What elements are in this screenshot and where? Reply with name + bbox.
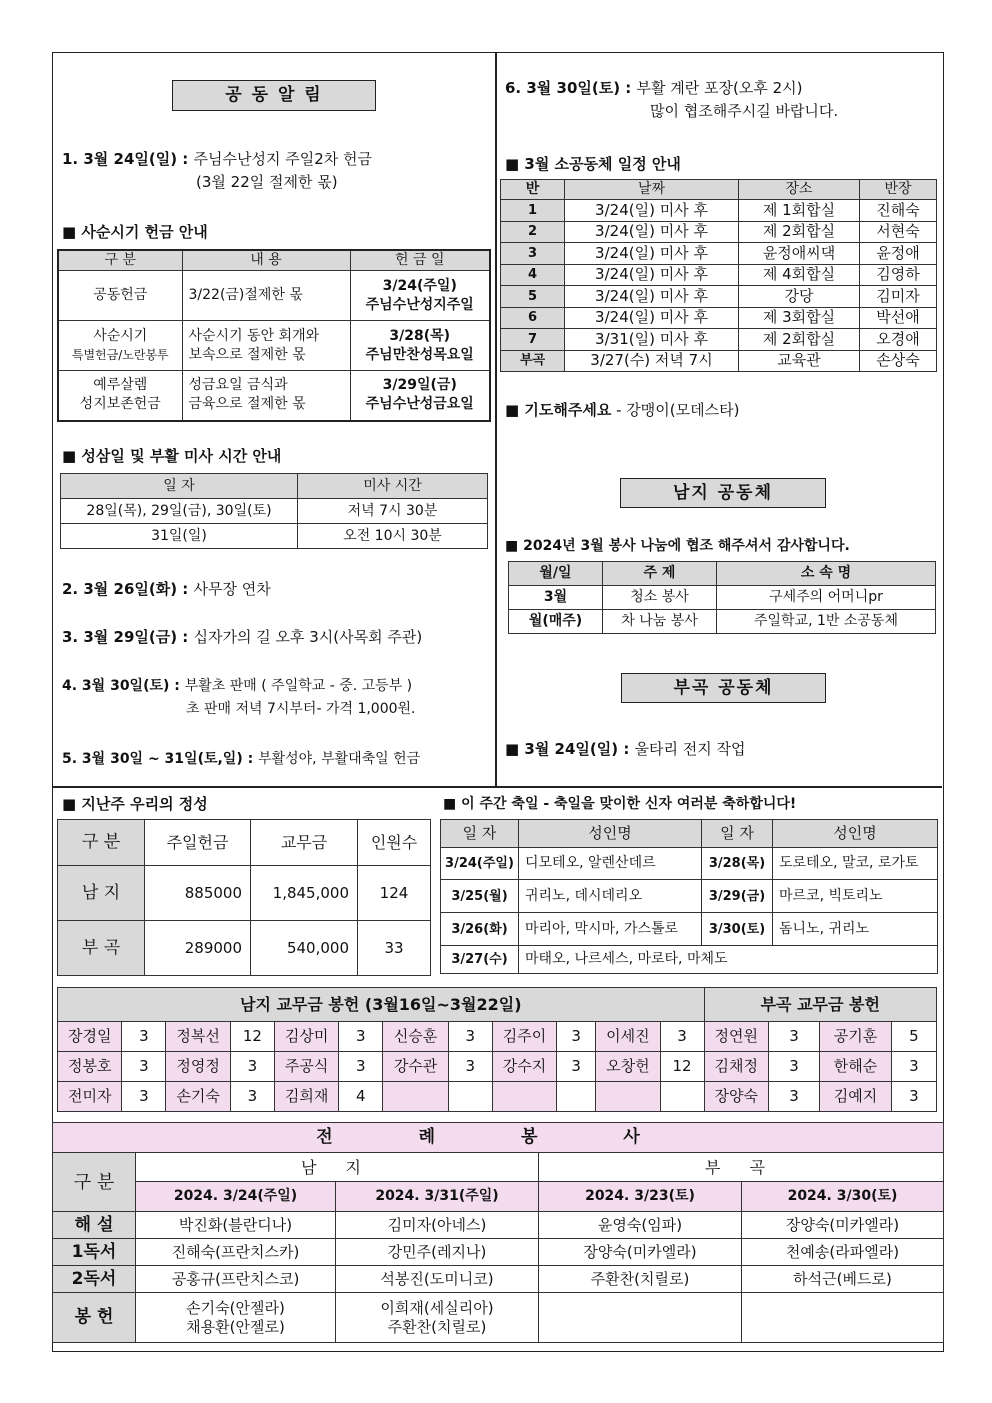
sc-cell-place: 강당 [739, 286, 860, 308]
namji-dues-name [383, 1082, 448, 1112]
namji-dues-amount: 12 [660, 1052, 704, 1082]
bugok-dues-title: 부곡 교무금 봉헌 [704, 988, 936, 1022]
feast-row1-date1: 3/24(주일) [441, 848, 519, 880]
cell-text: 주님수난성지주일 [365, 296, 474, 313]
notice-item-2 [62, 578, 271, 600]
sc-cell-date: 3/24(일) 미사 후 [565, 243, 739, 265]
cell-text: 금육으로 절제한 몫 [188, 396, 306, 413]
sc-cell-date: 3/24(일) 미사 후 [565, 221, 739, 243]
namji-dues-amount: 3 [448, 1052, 492, 1082]
namji-dues-name: 전미자 [58, 1082, 122, 1112]
offering-row1-sunday: 885000 [145, 866, 251, 921]
table-row [501, 350, 937, 372]
nv-header-date: 월/일 [509, 562, 603, 586]
namji-dues-amount [557, 1082, 596, 1112]
liturgy-assignee [742, 1293, 944, 1343]
nv-row1-date: 3월 [509, 586, 603, 610]
prayer-text: - 강맹이(모데스타) [611, 401, 740, 419]
bugok-item-text: 울타리 전지 작업 [634, 740, 746, 758]
feast-title: ■ 이 주간 축일 - 축일을 맞이한 신자 여러분 축하합니다! [443, 796, 797, 812]
offering-row1-count: 124 [358, 866, 431, 921]
namji-dues-amount: 3 [339, 1052, 383, 1082]
sc-cell-date: 3/31(일) 미사 후 [565, 329, 739, 351]
notices-title: 공 동 알 림 [172, 80, 376, 111]
section-divider-upper [52, 786, 942, 788]
table-row [58, 921, 431, 976]
lent-header-date: 헌 금 일 [350, 250, 490, 271]
namji-dues-amount: 3 [557, 1052, 596, 1082]
namji-dues-name: 강수관 [383, 1052, 448, 1082]
sc-cell-leader: 오경애 [860, 329, 937, 351]
namji-dues-name: 오창헌 [596, 1052, 660, 1082]
table-row [58, 321, 490, 371]
namji-dues-name: 김상미 [274, 1022, 338, 1052]
table-row [61, 524, 488, 549]
sc-cell-ban: 5 [501, 286, 565, 308]
offering-row1-dues: 1,845,000 [251, 866, 358, 921]
cell-text: 사순시기 동안 회개와 [188, 327, 320, 344]
bugok-dues-name: 장양숙 [704, 1082, 768, 1112]
sc-cell-place: 제 2회합실 [739, 329, 860, 351]
liturgy-date-2: 2024. 3/31(주일) [336, 1182, 539, 1212]
bugok-dues-amount: 3 [769, 1022, 820, 1052]
lent-row3-content [182, 371, 350, 421]
cell-text: 성금요일 금식과 [188, 377, 288, 394]
namji-dues-name: 장경일 [58, 1022, 122, 1052]
namji-dues-name: 신승훈 [383, 1022, 448, 1052]
table-row [58, 1052, 937, 1082]
table-row [58, 866, 431, 921]
namji-dues-amount: 3 [230, 1052, 274, 1082]
bugok-dues-name: 한해순 [820, 1052, 892, 1082]
offering-row2-sunday: 289000 [145, 921, 251, 976]
namji-dues-name: 김희재 [274, 1082, 338, 1112]
lent-row1-content [182, 271, 350, 321]
cell-text: 성지보존헌금 [79, 396, 161, 413]
liturgy-assignee: 천예송(라파엘라) [742, 1239, 944, 1266]
feast-header-saint2: 성인명 [773, 820, 938, 848]
lent-row2-gubun [58, 321, 182, 371]
offering-row2-label: 부 곡 [58, 921, 145, 976]
cell-text: 특별헌금/노란봉투 [71, 347, 169, 362]
lent-row1-date [350, 271, 490, 321]
sc-cell-place: 교육관 [739, 350, 860, 372]
notice-item-2-text: 사무장 연차 [193, 580, 271, 598]
cell-text: 보속으로 절제한 몫 [188, 346, 306, 363]
feast-header-date1: 일 자 [441, 820, 519, 848]
liturgy-assignee: 이희재(세실리아) 주환찬(치릴로) [336, 1293, 539, 1343]
nv-header-group: 소 속 명 [717, 562, 936, 586]
feast-row2-date1: 3/25(월) [441, 880, 519, 913]
offering-title: ■ 지난주 우리의 정성 [62, 795, 208, 813]
liturgy-assignee: 강민주(레지나) [336, 1239, 539, 1266]
notice-item-4 [62, 675, 412, 697]
notice-item-6-date: 6. 3월 30일(토) : [505, 79, 637, 97]
cell-text: 3/28(목) [389, 327, 451, 344]
bugok-dues-amount: 3 [891, 1082, 936, 1112]
lent-header-gubun: 구 분 [58, 250, 182, 271]
namji-volunteer-table [508, 561, 936, 634]
small-community-title: ■ 3월 소공동체 일정 안내 [505, 155, 681, 173]
sc-cell-ban: 3 [501, 243, 565, 265]
sc-cell-date: 3/27(수) 저녁 7시 [565, 350, 739, 372]
table-row [501, 264, 937, 286]
table-row [53, 1266, 944, 1293]
offering-header-dues: 교무금 [251, 820, 358, 866]
namji-dues-amount: 3 [122, 1052, 166, 1082]
mass-row1-time: 저녁 7시 30분 [298, 499, 488, 524]
sc-cell-leader: 손상숙 [860, 350, 937, 372]
liturgy-date-3: 2024. 3/23(토) [539, 1182, 742, 1212]
mass-row2-time: 오전 10시 30분 [298, 524, 488, 549]
feast-table [440, 819, 938, 974]
sc-cell-date: 3/24(일) 미사 후 [565, 264, 739, 286]
feast-row1-saint2: 도로테오, 말코, 로가토 [773, 848, 938, 880]
lent-row1-gubun [58, 271, 182, 321]
bugok-item [505, 738, 746, 760]
sc-cell-leader: 김영하 [860, 264, 937, 286]
sc-cell-leader: 김미자 [860, 286, 937, 308]
table-row [61, 499, 488, 524]
lent-row2-content [182, 321, 350, 371]
sc-cell-date: 3/24(일) 미사 후 [565, 307, 739, 329]
cell-text: 주님만찬성목요일 [365, 346, 474, 363]
table-row [58, 1082, 937, 1112]
sc-cell-place: 제 4회합실 [739, 264, 860, 286]
offering-header-count: 인원수 [358, 820, 431, 866]
namji-dues-name: 정복선 [166, 1022, 230, 1052]
cell-text: 3/22(금)절제한 몫 [188, 287, 303, 303]
lent-row3-gubun [58, 371, 182, 421]
lent-header-content: 내 용 [182, 250, 350, 271]
feast-row1-saint1: 디모테오, 알렌산데르 [519, 848, 702, 880]
sc-cell-ban: 7 [501, 329, 565, 351]
offering-row2-dues: 540,000 [251, 921, 358, 976]
liturgy-assignee: 공홍규(프란치스코) [136, 1266, 336, 1293]
cell-text: 3/29일(금) [382, 377, 457, 394]
liturgy-assignee: 주환찬(치릴로) [539, 1266, 742, 1293]
namji-dues-amount: 3 [122, 1082, 166, 1112]
notice-item-5 [62, 748, 420, 770]
table-row [58, 1022, 937, 1052]
namji-dues-name: 이세진 [596, 1022, 660, 1052]
namji-dues-amount: 3 [230, 1082, 274, 1112]
namji-dues-amount [660, 1082, 704, 1112]
bugok-title: 부곡 공동체 [621, 673, 826, 703]
sc-header-leader: 반장 [860, 180, 937, 200]
lent-offering-table [57, 249, 491, 422]
liturgy-role-label: 해 설 [53, 1212, 136, 1239]
notice-item-5-text: 부활성야, 부활대축일 헌금 [258, 751, 421, 767]
notice-item-3-text: 십자가의 길 오후 3시(사목회 주관) [193, 628, 423, 646]
namji-dues-amount: 3 [122, 1022, 166, 1052]
sc-cell-ban: 4 [501, 264, 565, 286]
namji-dues-amount: 3 [660, 1022, 704, 1052]
feast-row4-saint1: 마태오, 나르세스, 마로타, 마체도 [519, 946, 938, 974]
liturgy-assignee: 장양숙(미카엘라) [539, 1239, 742, 1266]
namji-dues-amount: 3 [557, 1022, 596, 1052]
notice-item-4-text: 부활초 판매 ( 주일학교 - 중. 고등부 ) [184, 678, 413, 694]
small-community-table [500, 179, 937, 372]
bugok-dues-amount: 3 [769, 1082, 820, 1112]
liturgy-assignee: 손기숙(안젤라) 채용환(안젤로) [136, 1293, 336, 1343]
namji-dues-name: 주공식 [274, 1052, 338, 1082]
namji-title: 남지 공동체 [620, 478, 826, 508]
liturgy-assignee [539, 1293, 742, 1343]
table-row [441, 913, 938, 946]
feast-row2-date2: 3/29(금) [702, 880, 773, 913]
notice-item-4-sub: 초 판매 저녁 7시부터- 가격 1,000원. [186, 701, 416, 717]
feast-row3-saint2: 돔니노, 귀리노 [773, 913, 938, 946]
notice-item-1-sub: (3월 22일 절제한 몫) [196, 173, 338, 191]
feast-header-date2: 일 자 [702, 820, 773, 848]
table-row [53, 1212, 944, 1239]
column-divider [495, 52, 497, 786]
liturgy-role-label: 2독서 [53, 1266, 136, 1293]
sc-cell-date: 3/24(일) 미사 후 [565, 200, 739, 222]
mass-header-time: 미사 시간 [298, 474, 488, 499]
offering-header-sunday: 주일헌금 [145, 820, 251, 866]
namji-dues-name: 정영정 [166, 1052, 230, 1082]
nv-row2-group: 주일학교, 1반 소공동체 [717, 610, 936, 634]
feast-row4-date1: 3/27(수) [441, 946, 519, 974]
table-row [58, 371, 490, 421]
table-row [501, 286, 937, 308]
liturgy-assignee: 윤영숙(임파) [539, 1212, 742, 1239]
offering-table [57, 819, 431, 976]
liturgy-date-1: 2024. 3/24(주일) [136, 1182, 336, 1212]
namji-dues-name: 김주이 [492, 1022, 556, 1052]
sc-cell-leader: 진해숙 [860, 200, 937, 222]
table-row [441, 946, 938, 974]
sc-cell-ban: 6 [501, 307, 565, 329]
offering-row2-count: 33 [358, 921, 431, 976]
notice-item-3-date: 3. 3월 29일(금) : [62, 628, 194, 646]
table-row [501, 243, 937, 265]
mass-row2-date: 31일(일) [61, 524, 298, 549]
lent-row2-date [350, 321, 490, 371]
nv-row1-group: 구세주의 어머니pr [717, 586, 936, 610]
liturgy-gubun: 구 분 [53, 1153, 136, 1212]
notice-item-6-text: 부활 계란 포장(오후 2시) [636, 79, 803, 97]
bugok-dues-amount: 5 [891, 1022, 936, 1052]
notice-item-6 [505, 77, 802, 99]
cell-text: 공동헌금 [93, 287, 148, 303]
prayer-request [505, 399, 739, 421]
liturgy-table [52, 1122, 944, 1343]
prayer-head: ■ 기도해주세요 [505, 401, 612, 419]
table-row [501, 221, 937, 243]
sc-header-ban: 반 [501, 180, 565, 200]
table-row [501, 329, 937, 351]
liturgy-assignee: 박진화(블란디나) [136, 1212, 336, 1239]
mass-row1-date: 28일(목), 29일(금), 30일(토) [61, 499, 298, 524]
sc-cell-leader: 윤정애 [860, 243, 937, 265]
liturgy-namji-header: 남 지 [136, 1153, 539, 1182]
table-row [509, 610, 936, 634]
sc-cell-place: 윤정애씨댁 [739, 243, 860, 265]
liturgy-role-label: 1독서 [53, 1239, 136, 1266]
liturgy-assignee: 김미자(아네스) [336, 1212, 539, 1239]
feast-row2-saint2: 마르코, 빅토리노 [773, 880, 938, 913]
bugok-dues-name: 정연원 [704, 1022, 768, 1052]
namji-dues-amount: 12 [230, 1022, 274, 1052]
feast-row3-date1: 3/26(화) [441, 913, 519, 946]
cell-text: 사순시기 [93, 327, 148, 344]
notice-item-1 [62, 148, 372, 170]
notice-item-6-sub: 많이 협조해주시길 바랍니다. [650, 102, 839, 120]
liturgy-assignee: 진해숙(프란치스카) [136, 1239, 336, 1266]
feast-row2-saint1: 귀리노, 데시데리오 [519, 880, 702, 913]
liturgy-title [53, 1123, 944, 1153]
namji-dues-name: 손기숙 [166, 1082, 230, 1112]
bugok-dues-name: 김예지 [820, 1082, 892, 1112]
mass-time-table [60, 473, 488, 549]
table-row [53, 1293, 944, 1343]
bugok-dues-name: 김채정 [704, 1052, 768, 1082]
bugok-dues-amount: 3 [891, 1052, 936, 1082]
sc-header-date: 날짜 [565, 180, 739, 200]
liturgy-assignee: 석봉진(도미니코) [336, 1266, 539, 1293]
table-row [441, 848, 938, 880]
liturgy-bugok-header: 부 곡 [539, 1153, 944, 1182]
cell-text: 주님수난성금요일 [365, 396, 474, 413]
sc-header-place: 장소 [739, 180, 860, 200]
notice-item-5-date: 5. 3월 30일 ~ 31일(토,일) : [62, 751, 259, 767]
sc-cell-date: 3/24(일) 미사 후 [565, 286, 739, 308]
lent-row3-date [350, 371, 490, 421]
namji-dues-amount [448, 1082, 492, 1112]
cell-text: 3/24(주일) [382, 277, 457, 294]
feast-row3-date2: 3/30(토) [702, 913, 773, 946]
offering-header-gubun: 구 분 [58, 820, 145, 866]
notice-item-2-date: 2. 3월 26일(화) : [62, 580, 194, 598]
sc-cell-ban: 1 [501, 200, 565, 222]
liturgy-title-text: 전 례 봉 사 [316, 1127, 680, 1147]
sc-cell-leader: 박선애 [860, 307, 937, 329]
table-row [509, 586, 936, 610]
notice-item-3 [62, 626, 422, 648]
namji-dues-name [492, 1082, 556, 1112]
feast-header-saint1: 성인명 [519, 820, 702, 848]
bugok-dues-amount: 3 [769, 1052, 820, 1082]
sc-cell-leader: 서현숙 [860, 221, 937, 243]
sc-cell-ban: 2 [501, 221, 565, 243]
liturgy-assignee: 장양숙(미카엘라) [742, 1212, 944, 1239]
feast-row1-date2: 3/28(목) [702, 848, 773, 880]
table-row [53, 1239, 944, 1266]
lent-offering-title: ■ 사순시기 헌금 안내 [62, 223, 208, 241]
mass-time-title: ■ 성삼일 및 부활 미사 시간 안내 [62, 447, 282, 465]
sc-cell-place: 제 1회합실 [739, 200, 860, 222]
sc-cell-ban: 부곡 [501, 350, 565, 372]
nv-row2-date: 월(매주) [509, 610, 603, 634]
namji-dues-name: 강수지 [492, 1052, 556, 1082]
notice-item-1-text: 주님수난성지 주일2차 헌금 [193, 150, 372, 168]
table-row [441, 880, 938, 913]
notice-item-4-date: 4. 3월 30일(토) : [62, 678, 185, 694]
namji-thanks: ■ 2024년 3월 봉사 나눔에 협조 해주셔서 감사합니다. [505, 538, 850, 554]
nv-row1-topic: 청소 봉사 [603, 586, 717, 610]
liturgy-role-label: 봉 헌 [53, 1293, 136, 1343]
sc-cell-place: 제 2회합실 [739, 221, 860, 243]
sc-cell-place: 제 3회합실 [739, 307, 860, 329]
namji-dues-name [596, 1082, 660, 1112]
namji-dues-amount: 4 [339, 1082, 383, 1112]
mass-header-date: 일 자 [61, 474, 298, 499]
bugok-item-date: ■ 3월 24일(일) : [505, 740, 635, 758]
notice-item-1-date: 1. 3월 24일(일) : [62, 150, 194, 168]
namji-dues-amount: 3 [448, 1022, 492, 1052]
nv-row2-topic: 차 나눔 봉사 [603, 610, 717, 634]
liturgy-assignee: 하석근(베드로) [742, 1266, 944, 1293]
namji-dues-title: 남지 교무금 봉헌 (3월16일~3월22일) [58, 988, 705, 1022]
namji-dues-name: 정봉호 [58, 1052, 122, 1082]
table-row [501, 200, 937, 222]
bugok-dues-name: 공기훈 [820, 1022, 892, 1052]
table-row [58, 271, 490, 321]
feast-row3-saint1: 마리아, 막시마, 가스톨로 [519, 913, 702, 946]
namji-dues-amount: 3 [339, 1022, 383, 1052]
cell-text: 예루살렘 [93, 377, 148, 394]
nv-header-topic: 주 제 [603, 562, 717, 586]
dues-table [57, 987, 937, 1112]
offering-row1-label: 남 지 [58, 866, 145, 921]
table-row [501, 307, 937, 329]
liturgy-date-4: 2024. 3/30(토) [742, 1182, 944, 1212]
